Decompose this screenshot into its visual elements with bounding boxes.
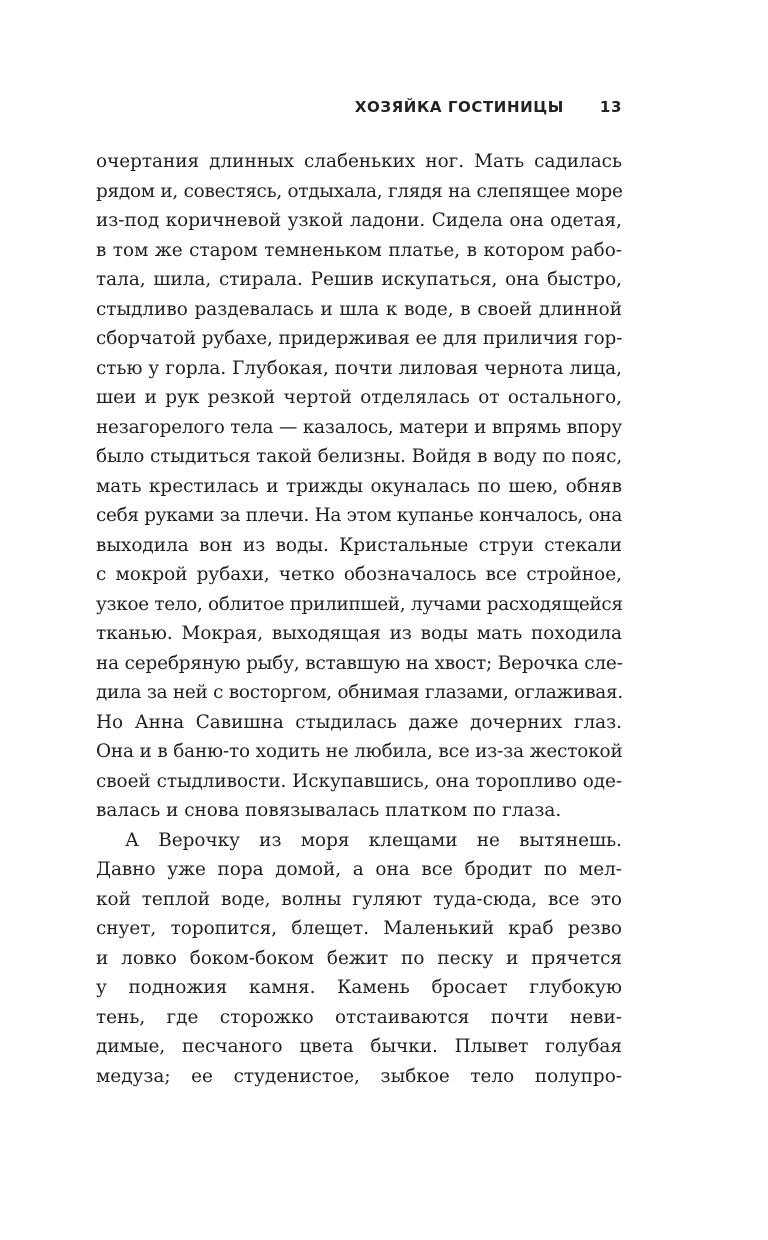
- text-line: стью у горла. Глубокая, почти лиловая чернота лица,: [96, 357, 622, 379]
- text-line: у подножия камня. Камень бросает глубокую: [96, 977, 622, 998]
- paragraph-1: [96, 147, 622, 826]
- text-line: незагорелого тела — казалось, матери и впрямь впору: [96, 416, 622, 438]
- text-line: своей стыдливости. Искупавшись, она торопливо оде-: [96, 770, 622, 792]
- paragraph-2: [96, 826, 622, 1092]
- text-line: Но Анна Савишна стыдилась даже дочерних глаз.: [96, 711, 622, 733]
- text-line: медуза; ее студенистое, зыбкое тело полупро-: [96, 1065, 622, 1087]
- text-line: снует, торопится, блещет. Маленький краб резво: [96, 918, 622, 939]
- text-line: Давно уже пора домой, а она все бродит по мел-: [96, 859, 622, 880]
- text-line: димые, песчаного цвета бычки. Плывет голубая: [96, 1036, 622, 1057]
- running-title: ХОЗЯЙКА ГОСТИНИЦЫ: [354, 98, 564, 116]
- text-line: стыдливо раздевалась и шла к воде, в своей длинной: [96, 298, 622, 320]
- text-line: в том же старом темненьком платье, в котором рабо-: [96, 239, 622, 261]
- text-line: очертания длинных слабеньких ног. Мать садилась: [96, 151, 622, 172]
- text-line: тала, шила, стирала. Решив искупаться, она быстро,: [96, 269, 622, 290]
- text-line: тканью. Мокрая, выходящая из воды мать походила: [96, 623, 622, 644]
- text-line: себя руками за плечи. На этом купанье кончалось, она: [96, 505, 622, 526]
- text-line: шеи и рук резкой чертой отделялась от остального,: [96, 387, 622, 408]
- text-line: было стыдиться такой белизны. Войдя в воду по пояс,: [96, 446, 623, 467]
- text-line: тень, где сторожко отстаиваются почти неви-: [96, 1006, 622, 1028]
- text-line: кой теплой воде, волны гуляют туда-сюда, все это: [96, 888, 622, 910]
- page-number: 13: [599, 98, 622, 116]
- text-line: валась и снова повязывалась платком по глаза.: [96, 800, 562, 821]
- text-line: выходила вон из воды. Кристальные струи стекали: [96, 534, 622, 556]
- text-line: рядом и, совестясь, отдыхала, глядя на слепящее море: [96, 180, 623, 202]
- body-text: [96, 147, 622, 1091]
- text-line: из-под коричневой узкой ладони. Сидела она одетая,: [96, 210, 622, 231]
- text-line: на серебряную рыбу, вставшую на хвост; Верочка сле-: [96, 652, 623, 674]
- text-line: узкое тело, облитое прилипшей, лучами расходящейся: [96, 593, 623, 615]
- running-head: [96, 97, 622, 117]
- text-line: сборчатой рубахе, придерживая ее для приличия гор-: [96, 328, 623, 349]
- text-line: мать крестилась и трижды окуналась по шею, обняв: [96, 475, 622, 497]
- text-line: дила за ней с восторгом, обнимая глазами, оглаживая.: [96, 682, 623, 703]
- text-line: и ловко боком-боком бежит по песку и прячется: [96, 947, 622, 969]
- text-line: Она и в баню-то ходить не любила, все из-за жестокой: [96, 741, 623, 762]
- text-line: А Верочку из моря клещами не вытянешь.: [125, 829, 622, 851]
- text-line: с мокрой рубахи, четко обозначалось все стройное,: [96, 564, 622, 585]
